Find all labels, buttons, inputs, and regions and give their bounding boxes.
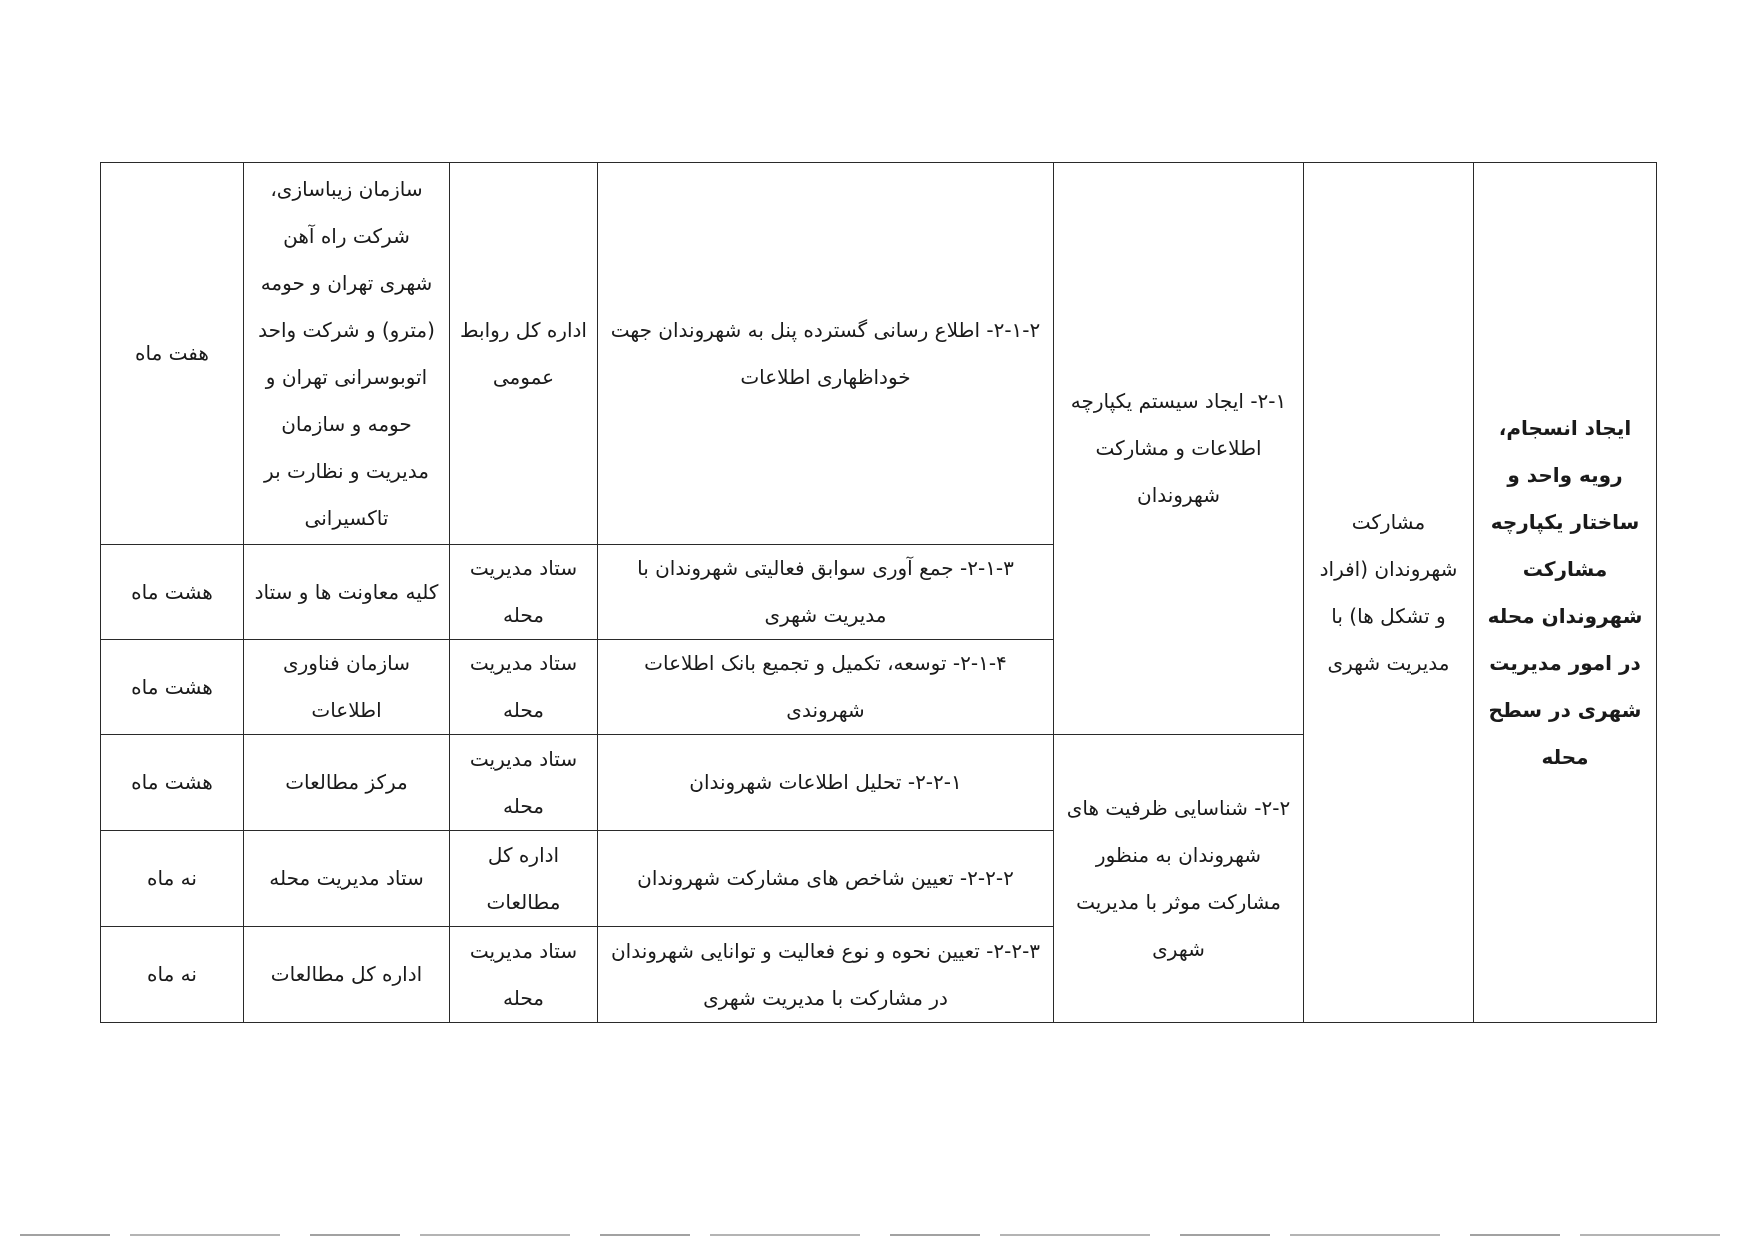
responsible-cell: ستاد مدیریت محله: [450, 927, 598, 1023]
partners-cell: ستاد مدیریت محله: [244, 831, 450, 927]
action-cell: ۲-۲-۱- تحلیل اطلاعات شهروندان: [598, 735, 1054, 831]
responsible-cell: ستاد مدیریت محله: [450, 735, 598, 831]
partners-cell: اداره کل مطالعات: [244, 927, 450, 1023]
duration-cell: نه ماه: [101, 927, 244, 1023]
partners-cell: مرکز مطالعات: [244, 735, 450, 831]
action-cell: ۲-۱-۳- جمع آوری سوابق فعالیتی شهروندان با مدیریت شهری: [598, 545, 1054, 640]
action-cell: ۲-۲-۳- تعیین نحوه و نوع فعالیت و توانایی شهروندان در مشارکت با مدیریت شهری: [598, 927, 1054, 1023]
objective-cell: ۲-۲- شناسایی ظرفیت های شهروندان به منظور مشارکت موثر با مدیریت شهری: [1054, 735, 1304, 1023]
action-cell: ۲-۱-۴- توسعه، تکمیل و تجمیع بانک اطلاعات شهروندی: [598, 640, 1054, 735]
duration-cell: نه ماه: [101, 831, 244, 927]
duration-cell: هشت ماه: [101, 545, 244, 640]
action-cell: ۲-۱-۲- اطلاع رسانی گسترده پنل به شهروندان جهت خوداظهاری اطلاعات: [598, 163, 1054, 545]
action-plan-table: [100, 162, 1657, 1023]
duration-cell: هفت ماه: [101, 163, 244, 545]
duration-cell: هشت ماه: [101, 640, 244, 735]
responsible-cell: اداره کل روابط عمومی: [450, 163, 598, 545]
duration-cell: هشت ماه: [101, 735, 244, 831]
partners-cell: کلیه معاونت ها و ستاد: [244, 545, 450, 640]
goal-cell: ایجاد انسجام، رویه واحد و ساختار یکپارچه مشارکت شهروندان محله در امور مدیریت شهری در سطح محله: [1474, 163, 1657, 1023]
strategy-cell: مشارکت شهروندان (افراد و تشکل ها) با مدیریت شهری: [1304, 163, 1474, 1023]
scan-edge-line: [20, 1234, 1720, 1236]
responsible-cell: اداره کل مطالعات: [450, 831, 598, 927]
partners-cell: سازمان زیباسازی، شرکت راه آهن شهری تهران و حومه (مترو) و شرکت واحد اتوبوسرانی تهران و حومه و سازمان مدیریت و نظارت بر تاکسیرانی: [244, 163, 450, 545]
action-cell: ۲-۲-۲- تعیین شاخص های مشارکت شهروندان: [598, 831, 1054, 927]
partners-cell: سازمان فناوری اطلاعات: [244, 640, 450, 735]
responsible-cell: ستاد مدیریت محله: [450, 545, 598, 640]
objective-cell: ۲-۱- ایجاد سیستم یکپارچه اطلاعات و مشارکت شهروندان: [1054, 163, 1304, 735]
responsible-cell: ستاد مدیریت محله: [450, 640, 598, 735]
table-row: [101, 163, 1657, 545]
